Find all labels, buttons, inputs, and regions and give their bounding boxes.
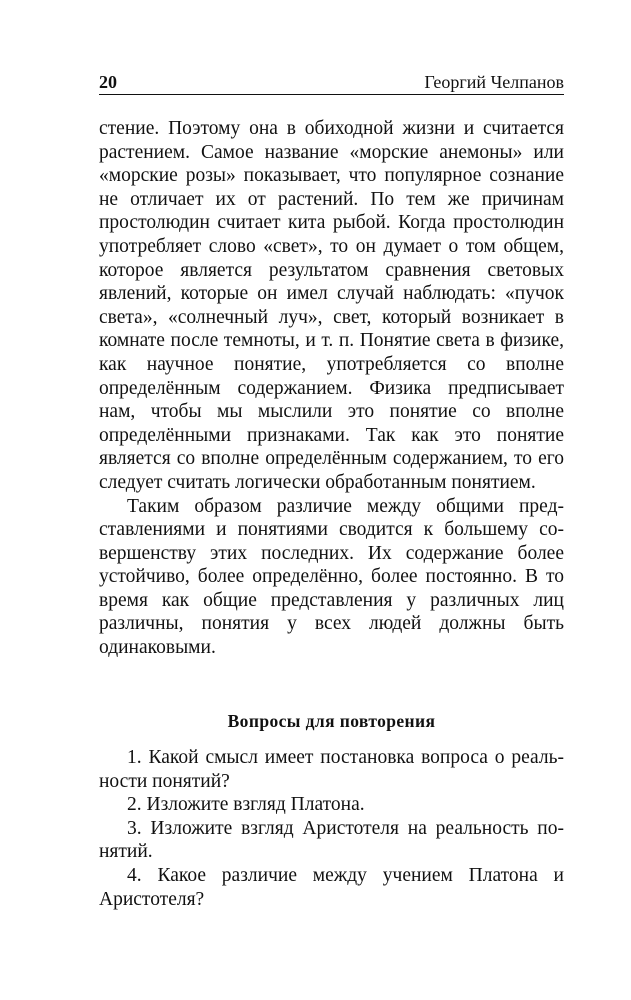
question-item: 4. Какое различие между учением Платона и Аристотеля? bbox=[99, 864, 564, 910]
question-item: 3. Изложите взгляд Аристотеля на реальность понятий. bbox=[99, 817, 564, 863]
body-text bbox=[99, 117, 564, 660]
question-item: 2. Изложите взгляд Платона. bbox=[127, 794, 365, 816]
page-number: 20 bbox=[99, 72, 117, 92]
review-questions-list bbox=[99, 746, 564, 911]
section-heading: Вопросы для повторения bbox=[227, 711, 436, 731]
paragraph: Таким образом различие между общими представлениями и понятиями сводится к большему совершенству этих последних. Их содержание более устойчиво, более определённо, более постоянно. В то время как общие представления у различных лиц различны, понятия у всех людей должны быть одинаковыми. bbox=[99, 495, 564, 659]
paragraph: стение. Поэтому она в обиходной жизни и считается растением. Самое название «морские анемоны» или «морские розы» показывает, что популярное сознание не отличает их от растений. По тем же причинам простолюдин считает кита рыбой. Когда простолюдин употребляет слово «свет», то он думает о том общем, которое является результатом сравнения световых явлений, которые он имел случай наблюдать: «пучок света», «солнечный луч», свет, который возникает в комнате после темноты, и т. п. Понятие света в физике, как научное понятие, употребляется со вполне определённым содержанием. Физика предписывает нам, чтобы мы мыслили это понятие со вполне определёнными признаками. Так как это понятие является со вполне определённым содержанием, то его следует считать логически обработанным понятием. bbox=[99, 118, 564, 493]
page-header bbox=[99, 70, 564, 95]
running-title: Георгий Челпанов bbox=[424, 72, 564, 92]
question-item: 1. Какой смысл имеет постановка вопроса о реальности понятий? bbox=[99, 747, 564, 792]
